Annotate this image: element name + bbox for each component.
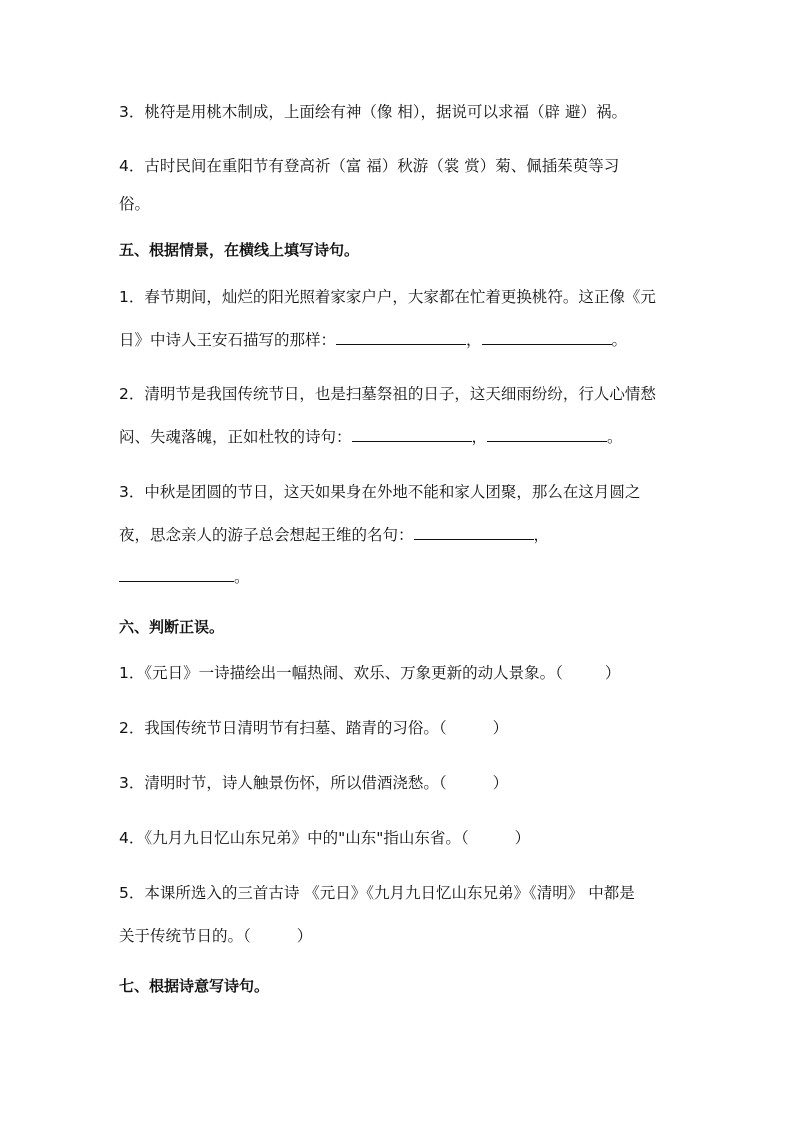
question-6-5 [119, 882, 635, 904]
period: 。 [607, 428, 623, 446]
close-paren: ） [296, 927, 313, 945]
section-heading-6 [119, 616, 224, 638]
question-6-1 [119, 662, 620, 684]
comma: ， [533, 526, 550, 544]
question-text: 3．桃符是用桃木制成，上面绘有神（像 相），据说可以求福（辟 避）祸。 [119, 103, 627, 121]
question-text: 4．古时民间在重阳节有登高祈（富 福）秋游（裳 赏）菊、佩插茱萸等习 [119, 157, 620, 175]
question-5-3-continued [119, 524, 549, 546]
question-6-2 [119, 717, 508, 739]
close-paren: ） [604, 664, 621, 682]
question-text: 1．春节期间，灿烂的阳光照着家家户户，大家都在忙着更换桃符。这正像《元 [119, 288, 656, 306]
answer-blank[interactable] [482, 330, 612, 345]
question-text: 2．我国传统节日清明节有扫墓、踏青的习俗。（ [119, 719, 447, 737]
question-4-4 [119, 155, 619, 177]
heading-text: 七、根据诗意写诗句。 [119, 977, 270, 995]
question-text: 夜，思念亲人的游子总会想起王维的名句： [119, 526, 414, 544]
question-6-3 [119, 772, 508, 794]
question-6-5-continued [119, 925, 312, 947]
heading-text: 六、判断正误。 [119, 618, 225, 636]
section-heading-5 [119, 239, 359, 261]
section-heading-7 [119, 975, 269, 997]
question-text: 俗。 [119, 195, 151, 213]
comma: ， [466, 331, 482, 349]
answer-blank[interactable] [487, 427, 607, 442]
answer-blank[interactable] [119, 567, 234, 582]
question-text: 3．清明时节，诗人触景伤怀，所以借酒浇愁。（ [119, 774, 447, 792]
question-5-3-blank-line [119, 566, 250, 588]
question-4-3 [119, 101, 627, 123]
close-paren: ） [492, 774, 509, 792]
period: 。 [234, 568, 250, 586]
question-text: 关于传统节日的。（ [119, 927, 251, 945]
answer-blank[interactable] [336, 330, 466, 345]
question-6-4 [119, 827, 530, 849]
question-text: 5．本课所选入的三首古诗 《元日》《九月九日忆山东兄弟》《清明》 中都是 [119, 884, 635, 902]
answer-blank[interactable] [352, 427, 472, 442]
question-text: 4．《九月九日忆山东兄弟》中的"山东"指山东省。（ [119, 829, 469, 847]
question-5-3 [119, 481, 640, 503]
question-text: 日》中诗人王安石描写的那样： [119, 331, 337, 349]
question-5-2 [119, 383, 656, 405]
comma: ， [471, 428, 488, 446]
answer-blank[interactable] [414, 525, 534, 540]
question-text: 2．清明节是我国传统节日，也是扫墓祭祖的日子，这天细雨纷纷，行人心情愁 [119, 385, 656, 403]
question-5-1-continued [119, 329, 627, 351]
question-4-4-continued [119, 193, 150, 215]
question-text: 3．中秋是团圆的节日，这天如果身在外地不能和家人团聚，那么在这月圆之 [119, 483, 641, 501]
question-text: 闷、失魂落魄，正如杜牧的诗句： [119, 428, 352, 446]
period: 。 [611, 331, 628, 349]
question-text: 1．《元日》一诗描绘出一幅热闹、欢乐、万象更新的动人景象。（ [119, 664, 563, 682]
heading-text: 五、根据情景，在横线上填写诗句。 [119, 241, 360, 259]
close-paren: ） [492, 719, 509, 737]
question-5-2-continued [119, 426, 623, 448]
question-5-1 [119, 286, 656, 308]
close-paren: ） [514, 829, 531, 847]
